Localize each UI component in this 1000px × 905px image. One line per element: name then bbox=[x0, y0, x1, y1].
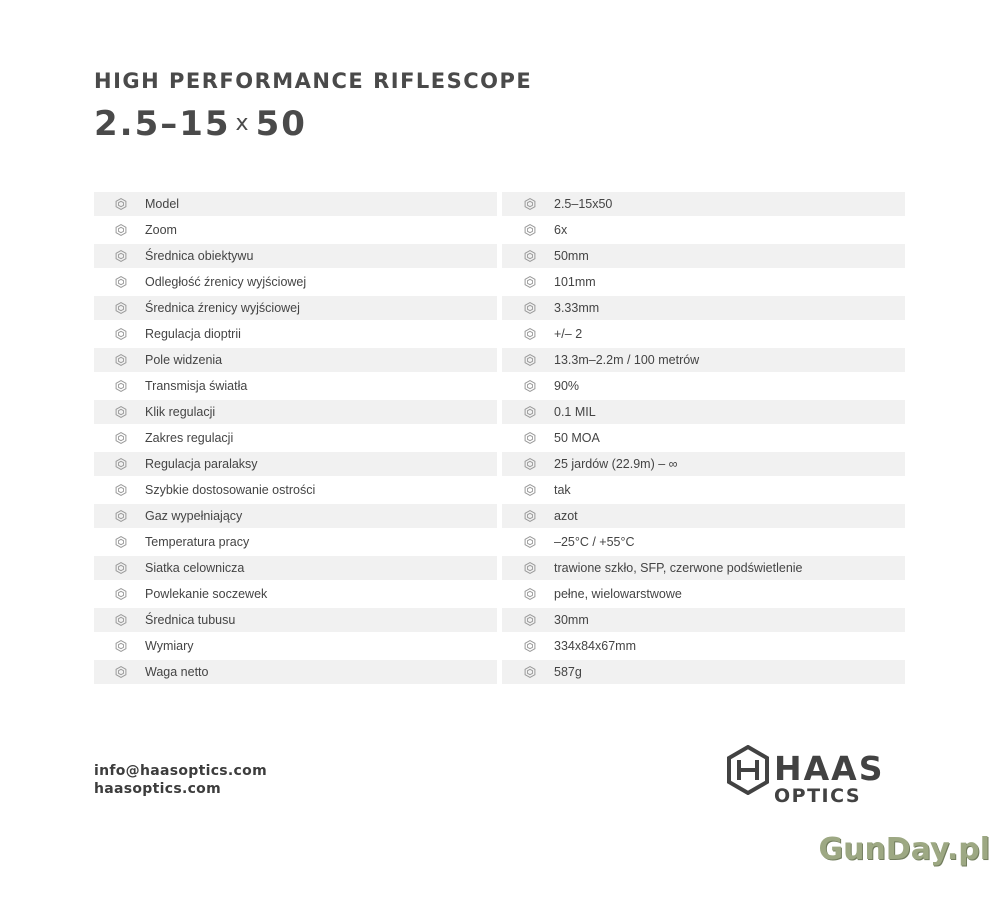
hexagon-bullet-icon bbox=[523, 223, 537, 237]
page-header bbox=[94, 66, 532, 146]
spec-value-cell bbox=[502, 478, 905, 502]
hexagon-bullet-icon bbox=[114, 587, 128, 601]
spec-value-cell bbox=[502, 426, 905, 450]
spec-row bbox=[94, 270, 905, 296]
spec-value-cell bbox=[502, 660, 905, 684]
hexagon-bullet-icon bbox=[523, 639, 537, 653]
spec-value: 0.1 MIL bbox=[554, 405, 596, 419]
spec-row bbox=[94, 296, 905, 322]
spec-label: Szybkie dostosowanie ostrości bbox=[145, 483, 316, 497]
spec-value: 13.3m–2.2m / 100 metrów bbox=[554, 353, 700, 367]
hexagon-bullet-icon bbox=[114, 249, 128, 263]
spec-value: 30mm bbox=[554, 613, 589, 627]
hexagon-bullet-icon bbox=[114, 405, 128, 419]
spec-row bbox=[94, 322, 905, 348]
spec-value-cell bbox=[502, 218, 905, 242]
hexagon-bullet-icon bbox=[114, 613, 128, 627]
spec-label-cell bbox=[94, 504, 497, 528]
spec-value: 3.33mm bbox=[554, 301, 600, 315]
spec-value: 50 MOA bbox=[554, 431, 600, 445]
spec-value: 50mm bbox=[554, 249, 589, 263]
hexagon-bullet-icon bbox=[114, 431, 128, 445]
spec-value-cell bbox=[502, 374, 905, 398]
hexagon-bullet-icon bbox=[523, 535, 537, 549]
spec-value: trawione szkło, SFP, czerwone podświetlenie bbox=[554, 561, 803, 575]
spec-row bbox=[94, 218, 905, 244]
spec-label-cell bbox=[94, 244, 497, 268]
hexagon-bullet-icon bbox=[523, 327, 537, 341]
spec-value-cell bbox=[502, 400, 905, 424]
spec-value: 334x84x67mm bbox=[554, 639, 636, 653]
spec-label-cell bbox=[94, 608, 497, 632]
spec-value-cell bbox=[502, 556, 905, 580]
spec-value: 6x bbox=[554, 223, 568, 237]
model-separator: x bbox=[235, 111, 251, 136]
hexagon-bullet-icon bbox=[523, 275, 537, 289]
hexagon-bullet-icon bbox=[114, 665, 128, 679]
spec-row bbox=[94, 244, 905, 270]
spec-label: Średnica źrenicy wyjściowej bbox=[145, 301, 300, 315]
spec-value-cell bbox=[502, 582, 905, 606]
hexagon-bullet-icon bbox=[114, 301, 128, 315]
spec-label: Powlekanie soczewek bbox=[145, 587, 268, 601]
contact-block bbox=[94, 762, 267, 798]
hexagon-bullet-icon bbox=[523, 613, 537, 627]
spec-label: Zoom bbox=[145, 223, 177, 237]
spec-label: Odległość źrenicy wyjściowej bbox=[145, 275, 307, 289]
hexagon-bullet-icon bbox=[114, 483, 128, 497]
hexagon-bullet-icon bbox=[523, 665, 537, 679]
spec-row bbox=[94, 192, 905, 218]
spec-label: Gaz wypełniający bbox=[145, 509, 243, 523]
spec-value-cell bbox=[502, 348, 905, 372]
hexagon-bullet-icon bbox=[523, 561, 537, 575]
spec-label: Pole widzenia bbox=[145, 353, 223, 367]
hexagon-bullet-icon bbox=[523, 509, 537, 523]
model-objective: 50 bbox=[255, 104, 307, 144]
spec-row bbox=[94, 660, 905, 686]
logo-wordmark-haas: HAAS bbox=[774, 749, 885, 788]
spec-value: 25 jardów (22.9m) – ∞ bbox=[554, 457, 678, 471]
spec-value: azot bbox=[554, 509, 578, 523]
spec-row bbox=[94, 478, 905, 504]
hexagon-bullet-icon bbox=[523, 431, 537, 445]
haas-hexagon-logo-icon bbox=[726, 745, 770, 795]
spec-label-cell bbox=[94, 530, 497, 554]
spec-label-cell bbox=[94, 322, 497, 346]
spec-label: Waga netto bbox=[145, 665, 209, 679]
spec-label-cell bbox=[94, 348, 497, 372]
hexagon-bullet-icon bbox=[523, 197, 537, 211]
spec-row bbox=[94, 582, 905, 608]
spec-label-cell bbox=[94, 426, 497, 450]
hexagon-bullet-icon bbox=[523, 353, 537, 367]
hexagon-bullet-icon bbox=[523, 457, 537, 471]
spec-label: Temperatura pracy bbox=[145, 535, 250, 549]
hexagon-bullet-icon bbox=[523, 587, 537, 601]
spec-value-cell bbox=[502, 504, 905, 528]
spec-value-cell bbox=[502, 634, 905, 658]
hexagon-bullet-icon bbox=[523, 249, 537, 263]
spec-table bbox=[94, 192, 905, 686]
spec-label-cell bbox=[94, 218, 497, 242]
spec-value-cell bbox=[502, 296, 905, 320]
spec-value: 101mm bbox=[554, 275, 596, 289]
product-model-title bbox=[94, 102, 532, 146]
spec-row bbox=[94, 556, 905, 582]
spec-row bbox=[94, 530, 905, 556]
spec-label-cell bbox=[94, 452, 497, 476]
spec-label: Klik regulacji bbox=[145, 405, 216, 419]
spec-row bbox=[94, 504, 905, 530]
spec-row bbox=[94, 374, 905, 400]
spec-label: Regulacja dioptrii bbox=[145, 327, 241, 341]
logo-wordmark-optics: OPTICS bbox=[774, 785, 862, 807]
spec-label: Transmisja światła bbox=[145, 379, 248, 393]
spec-value-cell bbox=[502, 322, 905, 346]
spec-label-cell bbox=[94, 192, 497, 216]
spec-label: Średnica obiektywu bbox=[145, 249, 254, 263]
hexagon-bullet-icon bbox=[114, 509, 128, 523]
hexagon-bullet-icon bbox=[114, 327, 128, 341]
hexagon-bullet-icon bbox=[114, 197, 128, 211]
hexagon-bullet-icon bbox=[114, 353, 128, 367]
spec-label-cell bbox=[94, 478, 497, 502]
spec-label: Regulacja paralaksy bbox=[145, 457, 258, 471]
hexagon-bullet-icon bbox=[114, 275, 128, 289]
spec-value: 587g bbox=[554, 665, 582, 679]
spec-value: 90% bbox=[554, 379, 580, 393]
product-subtitle: HIGH PERFORMANCE RIFLESCOPE bbox=[94, 69, 533, 93]
contact-email[interactable]: info@haasoptics.com bbox=[94, 763, 267, 779]
hexagon-bullet-icon bbox=[114, 535, 128, 549]
spec-value: 2.5–15x50 bbox=[554, 197, 613, 211]
spec-label-cell bbox=[94, 374, 497, 398]
contact-website[interactable]: haasoptics.com bbox=[94, 781, 221, 797]
spec-label: Średnica tubusu bbox=[145, 613, 236, 627]
haas-optics-logo bbox=[726, 745, 911, 807]
spec-value-cell bbox=[502, 452, 905, 476]
spec-label: Zakres regulacji bbox=[145, 431, 234, 445]
spec-row bbox=[94, 348, 905, 374]
hexagon-bullet-icon bbox=[114, 223, 128, 237]
spec-value: pełne, wielowarstwowe bbox=[554, 587, 682, 601]
hexagon-bullet-icon bbox=[114, 639, 128, 653]
spec-label: Model bbox=[145, 197, 180, 211]
spec-label-cell bbox=[94, 660, 497, 684]
spec-value-cell bbox=[502, 192, 905, 216]
spec-label-cell bbox=[94, 270, 497, 294]
model-magnification: 2.5–15 bbox=[94, 104, 231, 144]
spec-label-cell bbox=[94, 556, 497, 580]
spec-row bbox=[94, 452, 905, 478]
spec-label-cell bbox=[94, 582, 497, 606]
spec-label: Wymiary bbox=[145, 639, 194, 653]
spec-label-cell bbox=[94, 296, 497, 320]
spec-row bbox=[94, 608, 905, 634]
spec-value-cell bbox=[502, 270, 905, 294]
hexagon-bullet-icon bbox=[523, 379, 537, 393]
hexagon-bullet-icon bbox=[523, 301, 537, 315]
hexagon-bullet-icon bbox=[523, 483, 537, 497]
spec-label: Siatka celownicza bbox=[145, 561, 245, 575]
watermark: GunDay.pl bbox=[818, 832, 990, 867]
hexagon-bullet-icon bbox=[114, 561, 128, 575]
spec-value-cell bbox=[502, 608, 905, 632]
spec-label-cell bbox=[94, 400, 497, 424]
spec-row bbox=[94, 400, 905, 426]
spec-value-cell bbox=[502, 244, 905, 268]
spec-label-cell bbox=[94, 634, 497, 658]
spec-row bbox=[94, 426, 905, 452]
spec-value-cell bbox=[502, 530, 905, 554]
spec-row bbox=[94, 634, 905, 660]
spec-value: –25°C / +55°C bbox=[554, 535, 635, 549]
spec-value: +/– 2 bbox=[554, 327, 583, 341]
hexagon-bullet-icon bbox=[523, 405, 537, 419]
hexagon-bullet-icon bbox=[114, 379, 128, 393]
hexagon-bullet-icon bbox=[114, 457, 128, 471]
spec-value: tak bbox=[554, 483, 571, 497]
